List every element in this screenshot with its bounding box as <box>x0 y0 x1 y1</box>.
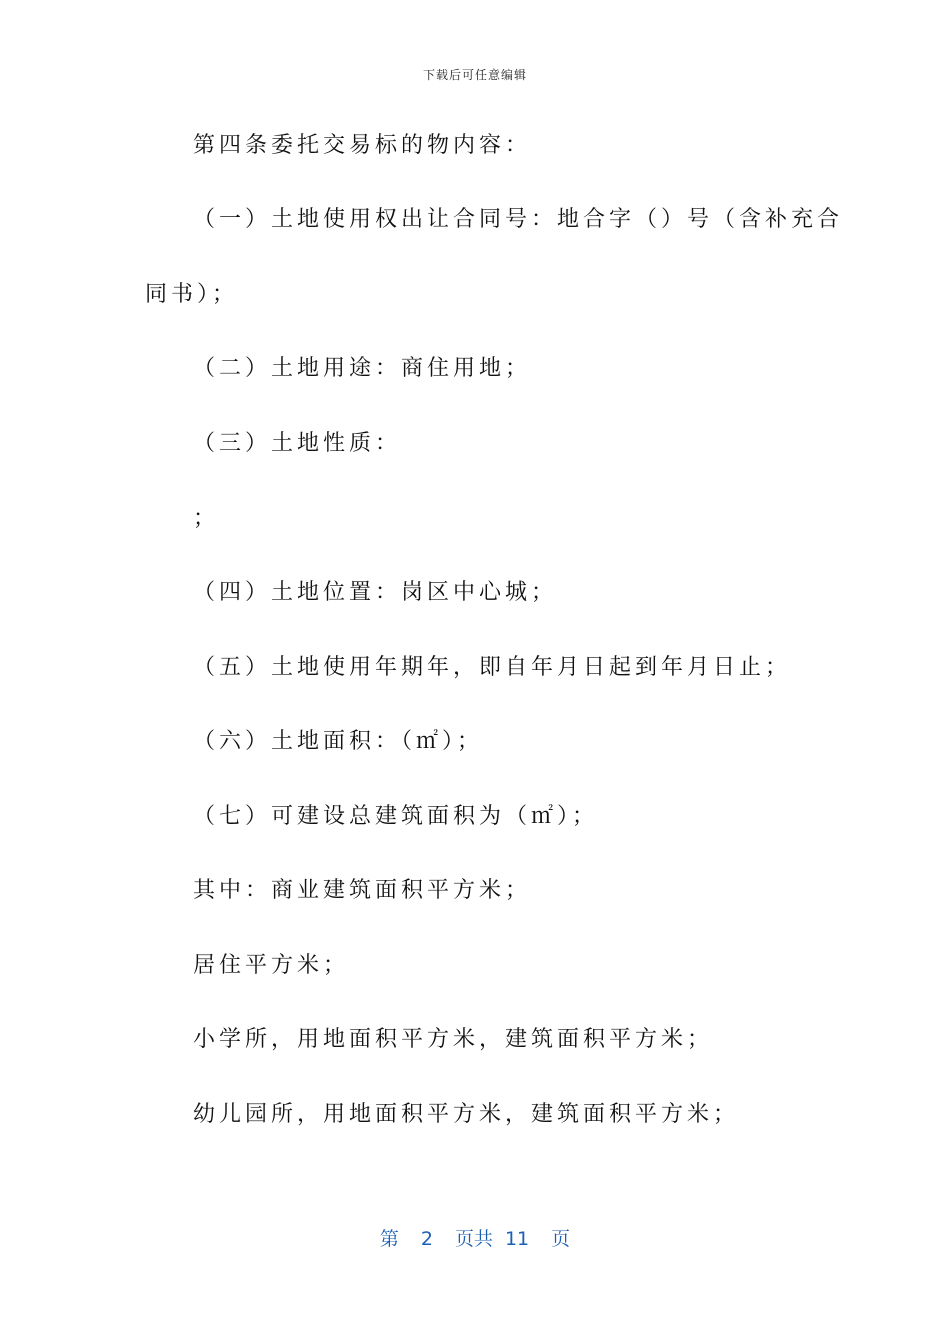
clause-4: （四）土地位置：岗区中心城； <box>193 580 558 605</box>
footer-middle: 页共 <box>454 1228 493 1250</box>
footer-prefix: 第 <box>379 1228 399 1250</box>
clause-1-line-1: （一）土地使用权出让合同号：地合字（）号（含补充合 <box>193 207 844 232</box>
clause-5: （五）土地使用年期年，即自年月日起到年月日止； <box>193 655 792 680</box>
clause-7: （七）可建设总建筑面积为（㎡）； <box>193 804 599 829</box>
footer-suffix: 页 <box>551 1228 571 1250</box>
commercial-area-line: 其中：商业建筑面积平方米； <box>193 878 532 903</box>
clause-1-line-2: 同书）； <box>145 282 239 307</box>
clause-6: （六）土地面积：（㎡）； <box>193 729 484 754</box>
primary-school-line: 小学所，用地面积平方米，建筑面积平方米； <box>193 1027 714 1052</box>
footer-total-pages: 11 <box>504 1228 530 1250</box>
clause-2: （二）土地用途：商住用地； <box>193 356 532 381</box>
article-heading: 第四条委托交易标的物内容： <box>193 133 532 158</box>
kindergarten-line: 幼儿园所，用地面积平方米，建筑面积平方米； <box>193 1102 740 1127</box>
clause-3-continuation: ； <box>193 506 220 531</box>
page-footer <box>0 1226 950 1252</box>
residential-area-line: 居住平方米； <box>193 953 350 978</box>
footer-page-number: 2 <box>420 1228 433 1250</box>
clause-3: （三）土地性质： <box>193 431 402 456</box>
page-header: 下载后可任意编辑 <box>422 68 527 82</box>
